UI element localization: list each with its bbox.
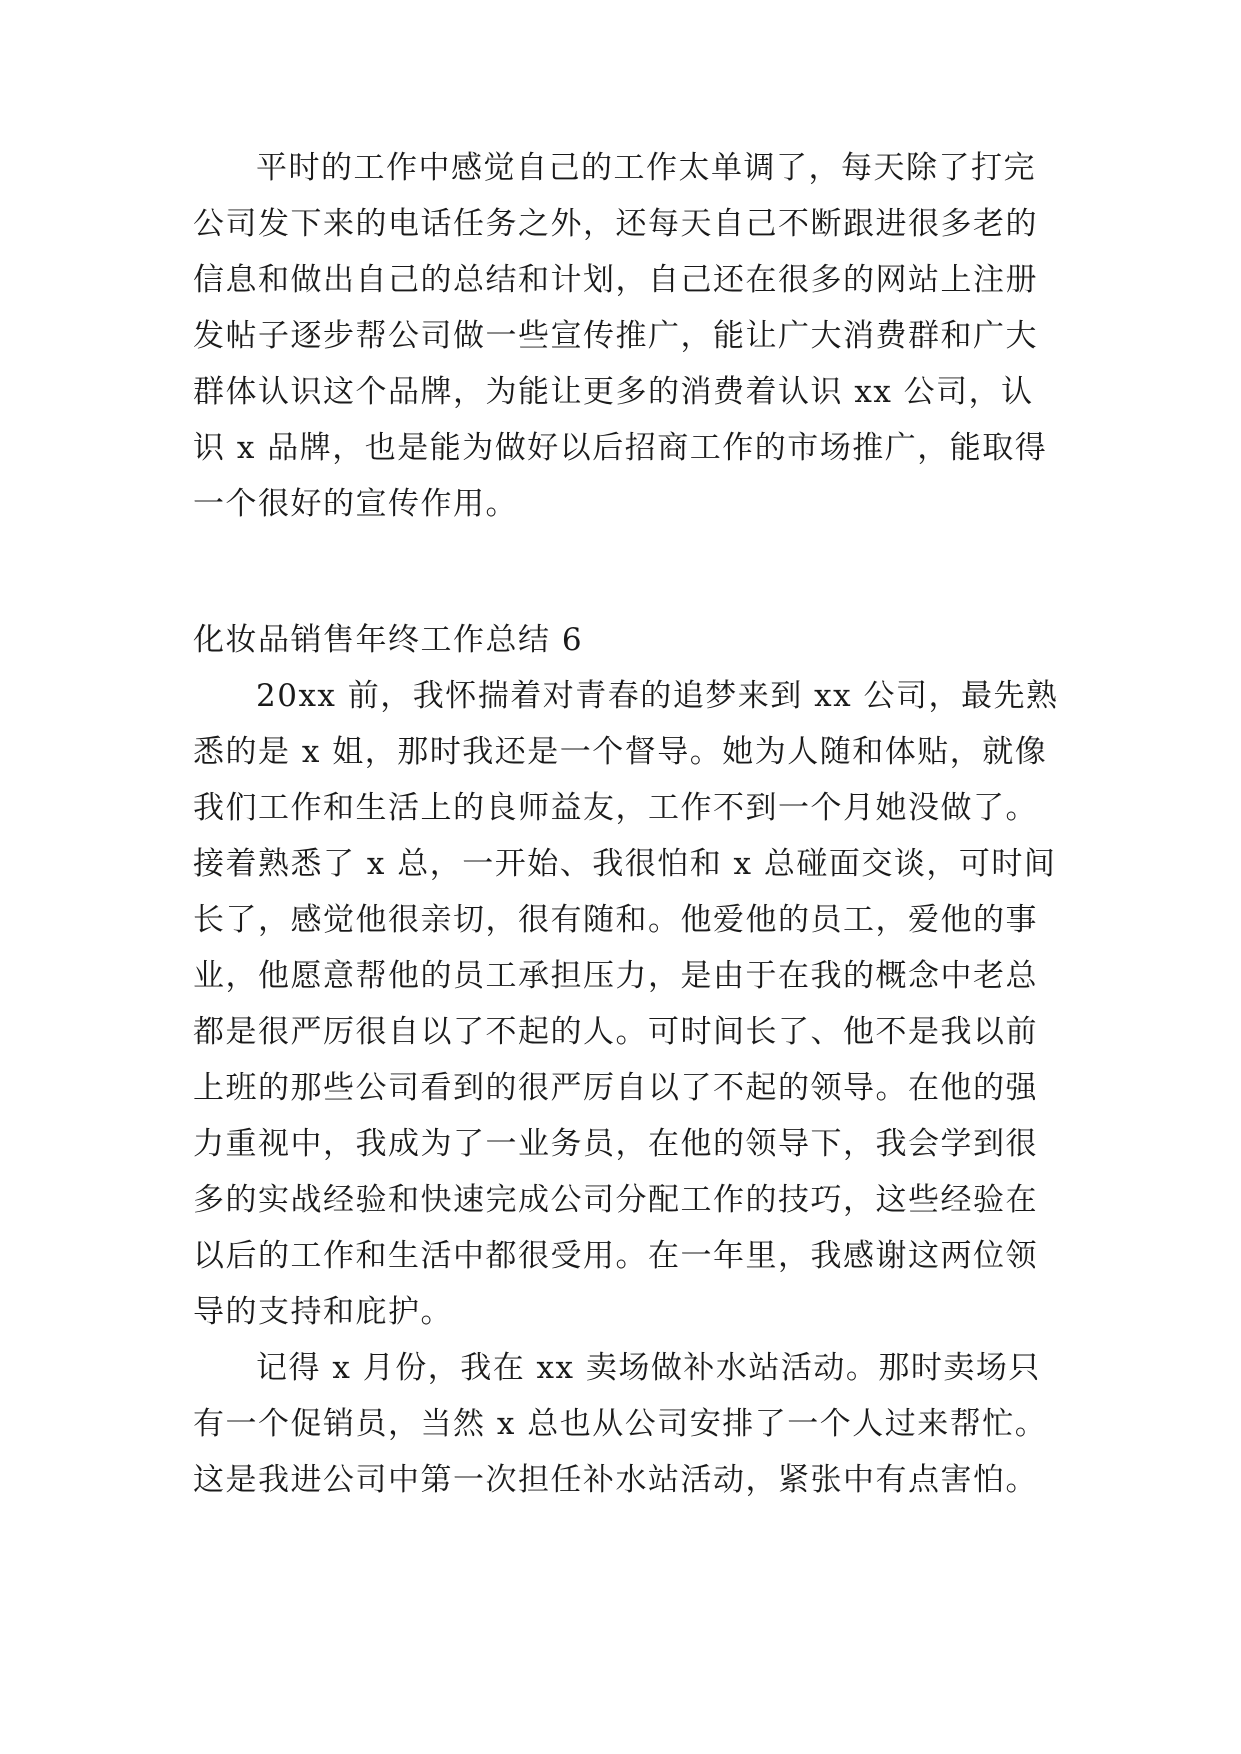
- text-line: 一个很好的宣传作用。: [193, 486, 518, 522]
- text-line: 上班的那些公司看到的很严厉自以了不起的领导。在他的强: [193, 1070, 1038, 1106]
- text-line: 平时的工作中感觉自己的工作太单调了，每天除了打完: [256, 150, 1036, 186]
- section-heading: 化妆品销售年终工作总结 6: [193, 622, 584, 658]
- text-line: 以后的工作和生活中都很受用。在一年里，我感谢这两位领: [193, 1238, 1038, 1274]
- text-line: 20xx 前，我怀揣着对青春的追梦来到 xx 公司，最先熟: [256, 678, 1059, 714]
- text-line: 公司发下来的电话任务之外，还每天自己不断跟进很多老的: [193, 206, 1038, 242]
- text-line: 导的支持和庇护。: [193, 1294, 453, 1330]
- text-line: 长了，感觉他很亲切，很有随和。他爱他的员工，爱他的事: [193, 902, 1038, 938]
- text-line: 信息和做出自己的总结和计划，自己还在很多的网站上注册: [193, 262, 1038, 298]
- text-line: 悉的是 x 姐，那时我还是一个督导。她为人随和体贴，就像: [193, 734, 1048, 770]
- text-line: 有一个促销员，当然 x 总也从公司安排了一个人过来帮忙。: [193, 1406, 1048, 1442]
- text-line: 发帖子逐步帮公司做一些宣传推广，能让广大消费群和广大: [193, 318, 1038, 354]
- text-line: 业，他愿意帮他的员工承担压力，是由于在我的概念中老总: [193, 958, 1038, 994]
- text-line: 这是我进公司中第一次担任补水站活动，紧张中有点害怕。: [193, 1462, 1038, 1498]
- text-line: 记得 x 月份，我在 xx 卖场做补水站活动。那时卖场只: [256, 1350, 1041, 1386]
- text-line: 识 x 品牌，也是能为做好以后招商工作的市场推广，能取得: [193, 430, 1048, 466]
- text-line: 接着熟悉了 x 总，一开始、我很怕和 x 总碰面交谈，可时间: [193, 846, 1057, 882]
- text-line: 群体认识这个品牌，为能让更多的消费着认识 xx 公司，认: [193, 374, 1034, 410]
- text-line: 多的实战经验和快速完成公司分配工作的技巧，这些经验在: [193, 1182, 1038, 1218]
- text-line: 力重视中，我成为了一业务员，在他的领导下，我会学到很: [193, 1126, 1038, 1162]
- text-line: 我们工作和生活上的良师益友，工作不到一个月她没做了。: [193, 790, 1038, 826]
- text-line: 都是很严厉很自以了不起的人。可时间长了、他不是我以前: [193, 1014, 1038, 1050]
